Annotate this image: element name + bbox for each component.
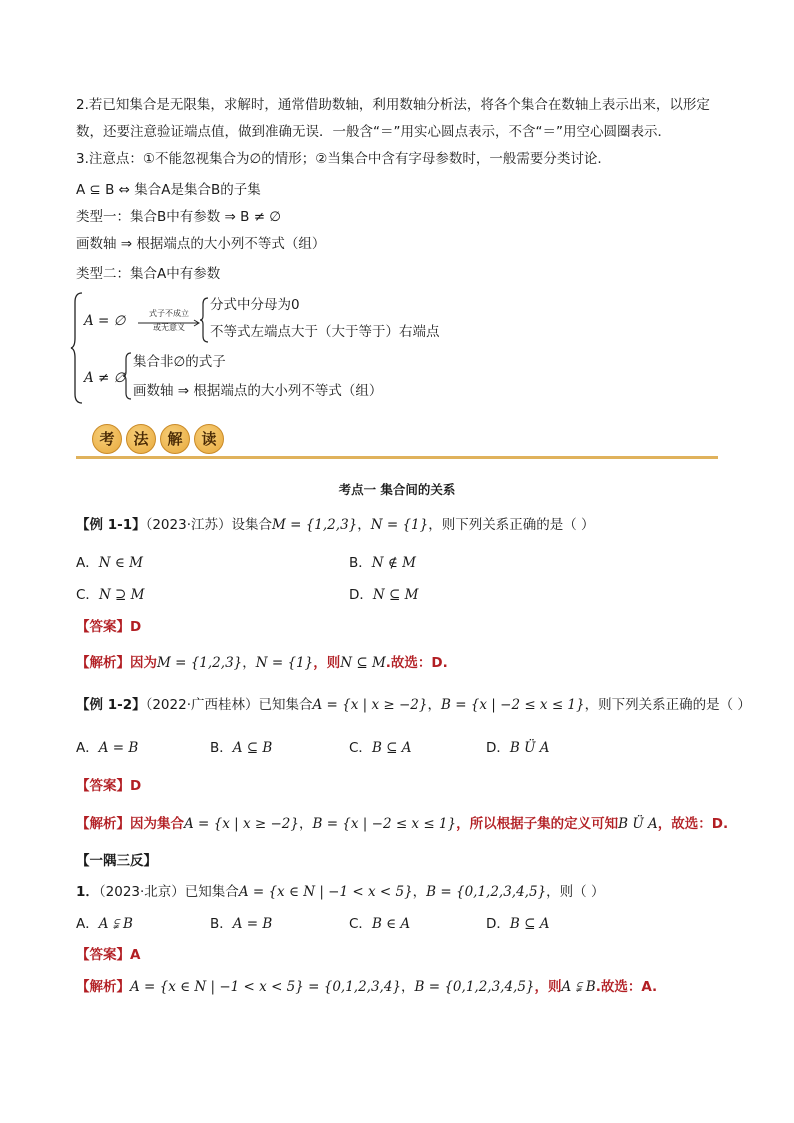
example-1-1-answer: 【答案】D [76, 619, 142, 635]
outer-brace [70, 292, 84, 404]
banner-char-4: 读 [194, 424, 224, 454]
section-title: 考点一 集合间的关系 [338, 482, 456, 497]
practice-1-option-d: D．B ⊆ A [486, 916, 550, 932]
practice-1-analysis: 【解析】A = {x ∈ N | −1 < x < 5} = {0,1,2,3,4}，B = {0,1,2,3,4,5}，则A ⫋ B.故选：A. [76, 979, 658, 995]
example-1-1-option-c: C．N ⊇ M [76, 587, 145, 603]
nonempty-set-case: A ≠ ∅ [84, 370, 126, 386]
arrow-condition-top: 式子不成立 [149, 309, 189, 318]
note-line-3: 3.注意点：①不能忽视集合为∅的情形；②当集合中含有字母参数时，一般需要分类讨论. [76, 151, 602, 167]
example-1-1-option-b: B．N ∉ M [349, 555, 416, 571]
example-1-1-option-d: D．N ⊆ M [349, 587, 419, 603]
subset-definition: A ⊆ B ⇔ 集合A是集合B的子集 [76, 182, 261, 198]
type-two: 类型二：集合A中有参数 [76, 266, 221, 282]
practice-1-option-b: B．A = B [210, 916, 273, 932]
example-tag: 【例 1-1】 [76, 517, 146, 533]
empty-case-endpoints: 不等式左端点大于（大于等于）右端点 [210, 324, 440, 340]
example-1-1-question: 【例 1-1】（2023·江苏）设集合M = {1,2,3}，N = {1}，则下列关系正确的是（ ） [76, 517, 595, 533]
example-1-2-option-d: D．B Ü A [486, 740, 550, 756]
type-one: 类型一：集合B中有参数 ⇒ B ≠ ∅ [76, 209, 282, 225]
example-1-1-analysis: 【解析】因为M = {1,2,3}，N = {1}，则N ⊆ M.故选：D. [76, 655, 448, 671]
example-1-2-answer: 【答案】D [76, 778, 142, 794]
inner-brace-nonempty [122, 352, 132, 400]
arrow-condition-bottom: 或无意义 [153, 323, 185, 332]
example-1-2-question: 【例 1-2】（2022·广西桂林）已知集合A = {x | x ≥ −2}，B = {x | −2 ≤ x ≤ 1}，则下列关系正确的是（ ） [76, 697, 751, 713]
nonempty-case-numberline: 画数轴 ⇒ 根据端点的大小列不等式（组） [133, 383, 383, 399]
example-1-1-option-a: A．N ∈ M [76, 555, 143, 571]
section-banner [76, 420, 718, 460]
practice-1-question: 1．（2023·北京）已知集合A = {x ∈ N | −1 < x < 5}，B = {0,1,2,3,4,5}，则（ ） [76, 884, 605, 900]
example-1-2-option-b: B．A ⊆ B [210, 740, 273, 756]
empty-case-denominator: 分式中分母为0 [210, 297, 300, 313]
banner-char-1: 考 [92, 424, 122, 454]
practice-1-answer: 【答案】A [76, 947, 141, 963]
practice-1-option-c: C．B ∈ A [349, 916, 411, 932]
banner-char-3: 解 [160, 424, 190, 454]
practice-heading: 【一隅三反】 [76, 853, 157, 869]
example-1-2-option-c: C．B ⊆ A [349, 740, 412, 756]
banner-char-2: 法 [126, 424, 156, 454]
empty-set-case: A = ∅ [84, 313, 126, 329]
inner-brace-empty [199, 297, 209, 343]
practice-1-option-a: A．A ⫋ B [76, 916, 133, 932]
example-1-2-analysis: 【解析】因为集合A = {x | x ≥ −2}，B = {x | −2 ≤ x ≤ 1}，所以根据子集的定义可知B Ü A，故选：D. [76, 816, 729, 832]
number-line-rule-1: 画数轴 ⇒ 根据端点的大小列不等式（组） [76, 236, 326, 252]
nonempty-case-expression: 集合非∅的式子 [133, 354, 226, 370]
note-line-2b: 数，还要注意验证端点值，做到准确无误．一般含“＝”用实心圆点表示，不含“＝”用空心圆圈表示． [76, 124, 671, 140]
note-line-2a: 2.若已知集合是无限集，求解时，通常借助数轴，利用数轴分析法，将各个集合在数轴上表示出来，以形定 [76, 97, 710, 113]
banner-underline [76, 456, 718, 459]
example-1-2-option-a: A．A = B [76, 740, 139, 756]
